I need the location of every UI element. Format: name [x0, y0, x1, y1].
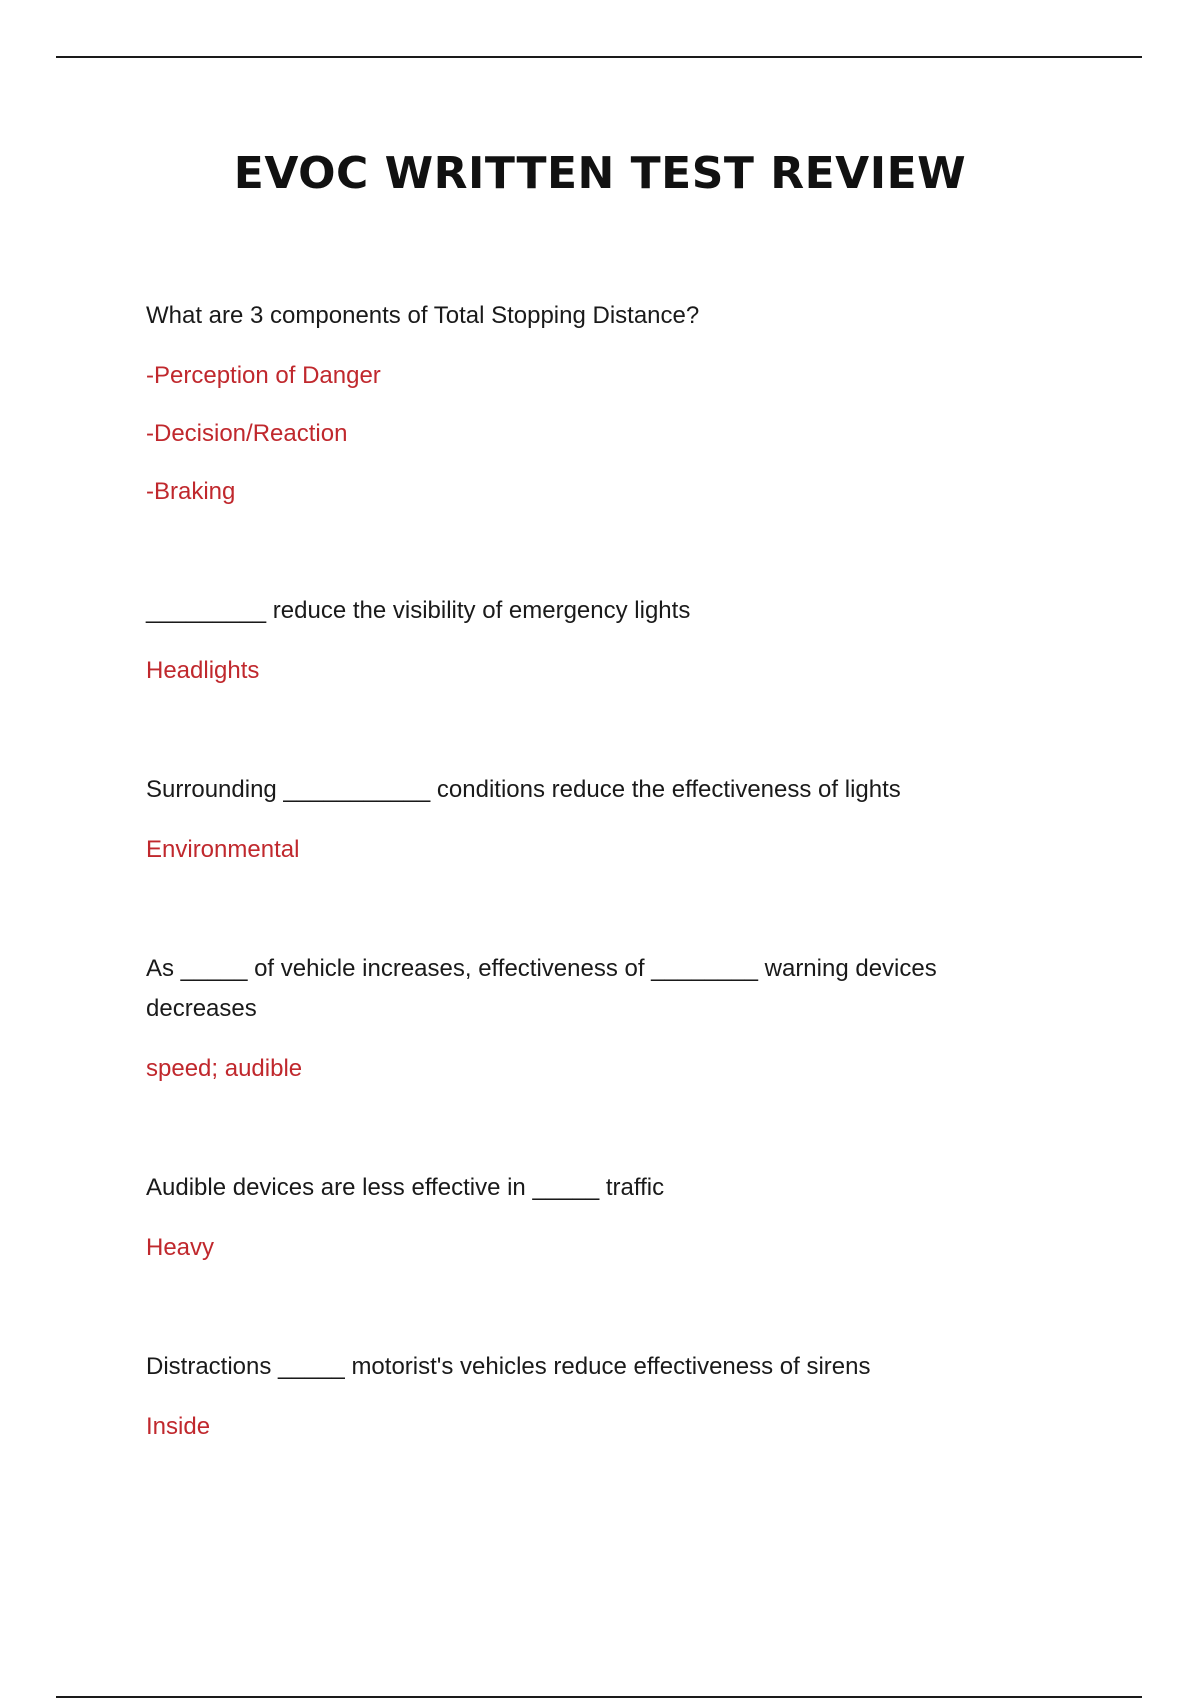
answer-text: Environmental [146, 836, 300, 863]
question-text: Audible devices are less effective in _____ traffic [146, 1174, 665, 1201]
qa-list [146, 296, 1006, 1526]
qa-item [146, 591, 1006, 691]
qa-item [146, 1347, 1006, 1447]
answer-text: -Decision/Reaction [146, 420, 348, 447]
answer-text: -Braking [146, 478, 236, 505]
qa-item [146, 770, 1006, 870]
answer-text: -Perception of Danger [146, 362, 381, 389]
top-rule [56, 56, 1142, 58]
qa-item [146, 949, 1006, 1089]
qa-item [146, 296, 1006, 512]
question-text: As _____ of vehicle increases, effectiveness of ________ warning devices decreases [146, 955, 937, 1022]
question-text: What are 3 components of Total Stopping Distance? [146, 302, 700, 329]
page-title: EVOC WRITTEN TEST REVIEW [233, 148, 967, 199]
answer-text: Heavy [146, 1234, 215, 1261]
question-text: Distractions _____ motorist's vehicles reduce effectiveness of sirens [146, 1353, 871, 1380]
question-text: Surrounding ___________ conditions reduce the effectiveness of lights [146, 776, 901, 803]
answer-text: speed; audible [146, 1055, 303, 1082]
question-text: _________ reduce the visibility of emergency lights [146, 597, 691, 624]
answer-text: Headlights [146, 657, 260, 684]
answer-text: Inside [146, 1413, 211, 1440]
bottom-rule [56, 1696, 1142, 1698]
qa-item [146, 1168, 1006, 1268]
